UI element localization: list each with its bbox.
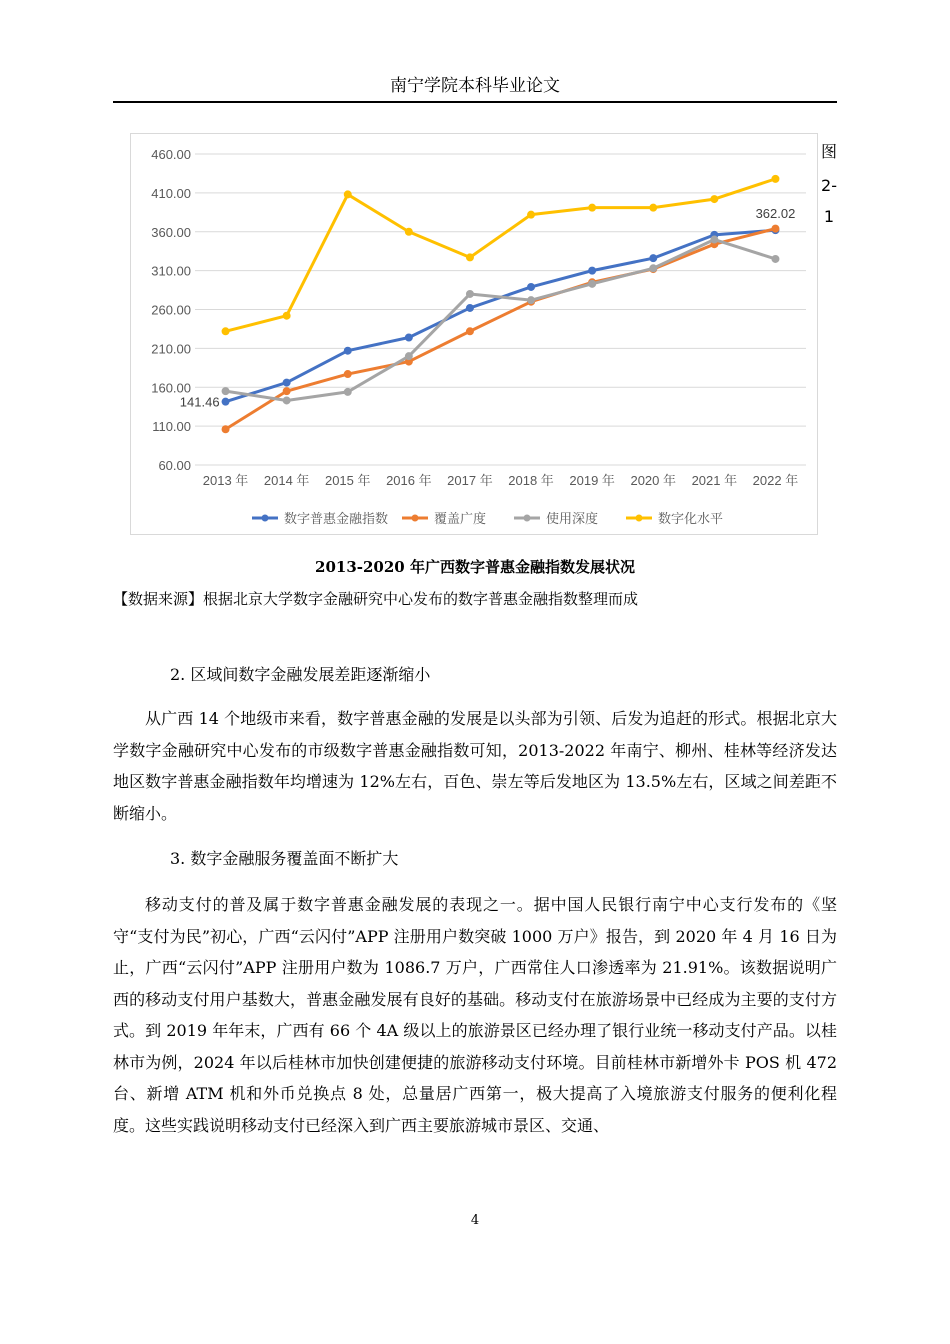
series-line-2 [226,240,776,401]
data-point-0 [528,283,535,290]
page-header-title: 南宁学院本科毕业论文 [390,76,560,96]
legend-marker-3 [636,515,643,522]
x-tick-label: 2021 年 [691,473,738,488]
y-tick-label: 360.00 [151,224,191,240]
data-point-2 [405,353,412,360]
data-point-2 [344,388,351,395]
data-point-2 [222,388,229,395]
data-point-2 [772,255,779,262]
data-point-1 [772,225,779,232]
x-tick-label: 2018 年 [508,473,554,488]
data-point-0 [283,379,290,386]
section-paragraph-3: 移动支付的普及属于数字普惠金融发展的表现之一。据中国人民银行南宁中心支行发布的《坚守“支付为民”初心，广西“云闪付”APP 注册用户数突破 1000 万户》报告，到 2020 年 4 月 16 日为止，广西“云闪付”APP 注册用户数为 1086.7 万户，广西常住人口渗透率为 21.91%。该数据说明广西的移动支付用户基数大，普惠金融发展有良好的基础。移动支付在旅游场景中已经成为主要的支付方式。到 2019 年年末，广西有 66 个 4A 级以上的旅游景区已经办理了银行业统一移动支付产品。以桂林市为例，2024 年以后桂林市加快创建便捷的旅游移动支付环境。目前桂林市新增外卡 POS 机 472 台、新增 ATM 机和外币兑换点 8 处，总量居广西第一，极大提高了入境旅游支付服务的便利化程度。这些实践说明移动支付已经深入到广西主要旅游城市景区、交通、 [113,895,837,1135]
series-line-1 [226,229,776,430]
legend-label-2: 使用深度 [546,511,599,526]
data-point-2 [711,236,718,243]
x-tick-label: 2015 年 [324,473,371,488]
page-number: 4 [470,1213,480,1228]
legend-marker-2 [524,515,531,522]
figure-side-label-2: 2- [821,176,837,195]
data-label: 362.02 [755,206,796,222]
data-point-2 [283,397,290,404]
y-tick-label: 260.00 [151,302,191,318]
figure-side-label-1: 图 [820,142,837,161]
legend-label-3: 数字化水平 [658,511,724,526]
y-tick-label: 410.00 [151,185,191,201]
data-point-1 [222,426,229,433]
chart-container [130,133,818,535]
data-point-0 [405,334,412,341]
data-point-1 [344,371,351,378]
data-point-0 [466,304,473,311]
data-point-2 [589,280,596,287]
figure-side-label-3: 1 [823,207,835,226]
data-point-3 [466,254,473,261]
data-point-3 [650,204,657,211]
y-tick-label: 210.00 [151,341,191,357]
legend-marker-0 [262,515,269,522]
section-paragraph-2: 从广西 14 个地级市来看，数字普惠金融的发展是以头部为引领、后发为追赶的形式。根据北京大学数字金融研究中心发布的市级数字普惠金融指数可知，2013-2022 年南宁、柳州、桂林等经济发达地区数字普惠金融指数年均增速为 12%左右，百色、崇左等后发地区为 13.5%左右，区域之间差距不断缩小。 [113,709,837,823]
series-line-3 [226,179,776,331]
section-heading-2: 2. 区域间数字金融发展差距逐渐缩小 [170,665,431,684]
x-tick-label: 2017 年 [447,473,493,488]
line-chart [131,134,819,536]
data-point-0 [650,255,657,262]
y-tick-label: 60.00 [158,458,191,473]
x-tick-label: 2020 年 [630,473,677,488]
legend-marker-1 [412,515,419,522]
x-tick-label: 2014 年 [263,473,310,488]
data-point-3 [772,175,779,182]
data-point-3 [283,312,290,319]
figure-source: 【数据来源】根据北京大学数字金融研究中心发布的数字普惠金融指数整理而成 [113,590,639,608]
data-point-0 [589,267,596,274]
data-point-2 [528,297,535,304]
header-rule [113,101,837,103]
data-point-3 [222,328,229,335]
x-tick-label: 2022 年 [752,473,799,488]
data-point-2 [650,265,657,272]
x-tick-label: 2013 年 [202,473,249,488]
y-tick-label: 310.00 [151,263,191,279]
data-point-3 [528,211,535,218]
legend-label-1: 覆盖广度 [434,511,487,526]
data-label: 141.46 [179,394,220,410]
x-tick-label: 2019 年 [569,473,615,488]
y-tick-label: 160.00 [151,380,191,396]
data-point-3 [711,196,718,203]
data-point-3 [344,191,351,198]
legend-label-0: 数字普惠金融指数 [284,511,389,526]
y-tick-label: 460.00 [151,147,191,162]
data-point-1 [466,328,473,335]
data-point-3 [589,204,596,211]
data-point-0 [222,398,229,405]
data-point-2 [466,290,473,297]
y-tick-label: 110.00 [152,419,191,435]
data-point-3 [405,228,412,235]
data-point-1 [283,388,290,395]
x-tick-label: 2016 年 [386,473,432,488]
section-heading-3: 3. 数字金融服务覆盖面不断扩大 [170,849,399,868]
figure-caption: 2013-2020 年广西数字普惠金融指数发展状况 [315,558,635,576]
data-point-0 [344,347,351,354]
